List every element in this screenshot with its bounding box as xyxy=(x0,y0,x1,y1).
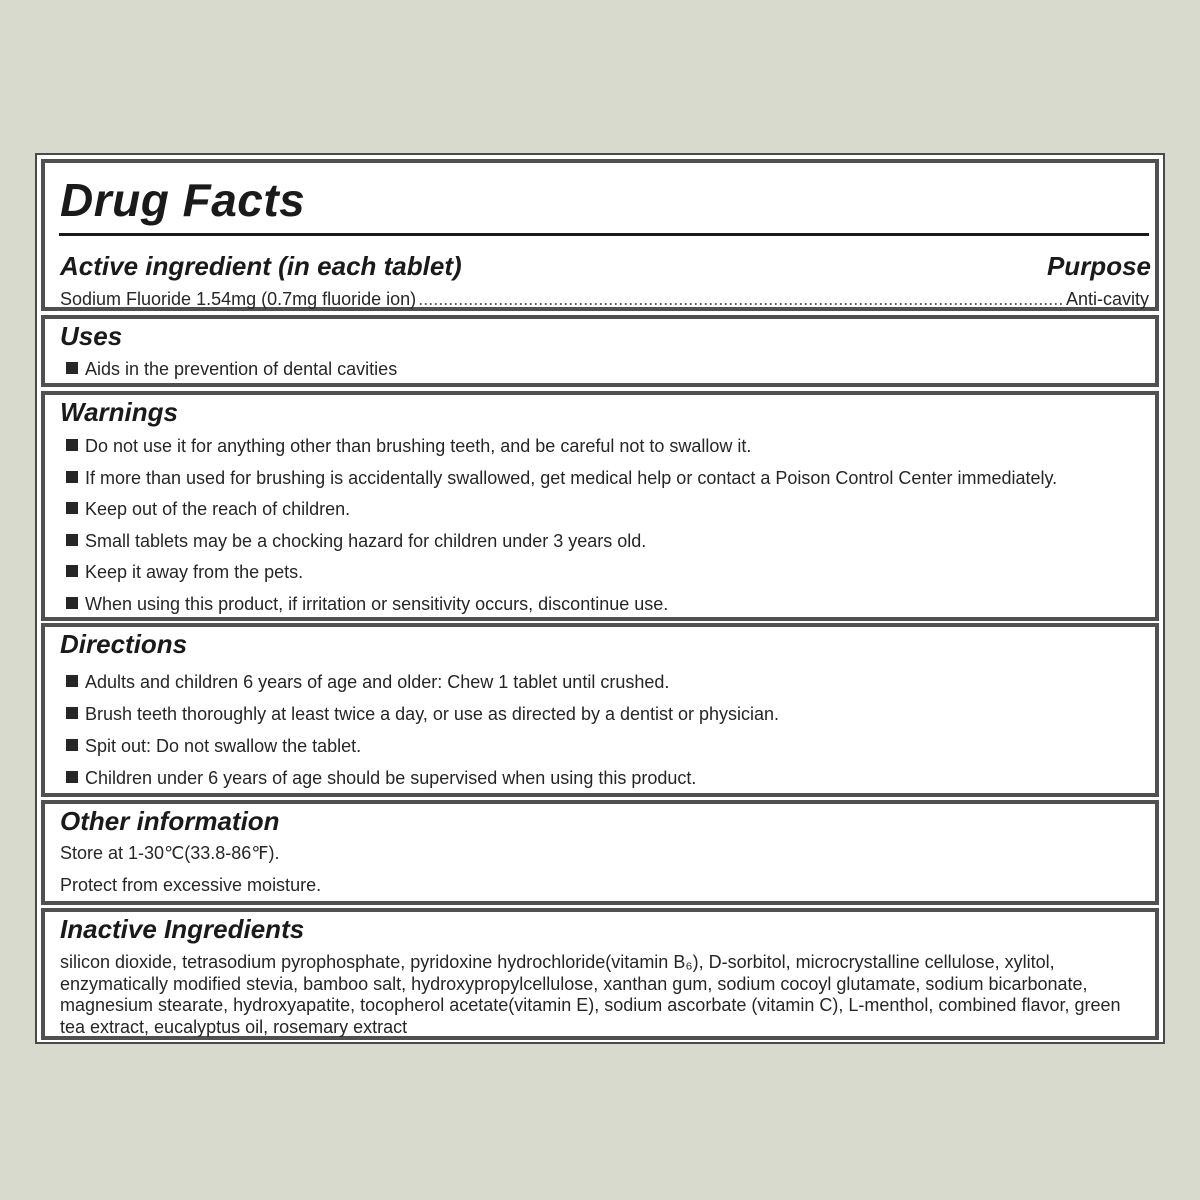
list-item: If more than used for brushing is accidentally swallowed, get medical help or contact a Poison Control Center immediately. xyxy=(60,468,1149,489)
bullet-square-icon xyxy=(66,597,78,609)
uses-section xyxy=(41,315,1159,387)
inactive-ingredients-section xyxy=(41,908,1159,1040)
list-item: Spit out: Do not swallow the tablet. xyxy=(60,736,1149,757)
bullet-square-icon xyxy=(66,707,78,719)
list-item: Small tablets may be a chocking hazard for children under 3 years old. xyxy=(60,531,1149,552)
list-item: Keep it away from the pets. xyxy=(60,562,1149,583)
active-ingredient-row xyxy=(60,289,1149,310)
directions-heading: Directions xyxy=(60,629,188,659)
moisture-text: Protect from excessive moisture. xyxy=(60,875,322,895)
list-item: Keep out of the reach of children. xyxy=(60,499,1149,520)
other-information-section xyxy=(41,800,1159,905)
warnings-heading: Warnings xyxy=(60,397,178,427)
list-item: Adults and children 6 years of age and older: Chew 1 tablet until crushed. xyxy=(60,672,1149,693)
active-ingredient-section xyxy=(41,159,1159,311)
leader-dots xyxy=(418,289,1064,310)
active-ingredient-name: Sodium Fluoride 1.54mg (0.7mg fluoride ion) xyxy=(60,289,417,309)
drug-facts-label xyxy=(35,153,1165,1044)
bullet-square-icon xyxy=(66,534,78,546)
active-ingredient-purpose: Anti-cavity xyxy=(1065,289,1149,309)
inactive-ingredients-text: silicon dioxide, tetrasodium pyrophosphate, pyridoxine hydrochloride(vitamin B₆), D-sorbitol, microcrystalline cellulose, xylitol, enzymatically modified stevia, bamboo salt, hydroxypropylcellulose, xanthan gum, sodium cocoyl glutamate, sodium bicarbonate, magnesium stearate, hydroxyapatite, tocopherol acetate(vitamin E), sodium ascorbate (vitamin C), L-menthol, combined flavor, green tea extract, eucalyptus oil, rosemary extract xyxy=(60,952,1121,1037)
bullet-square-icon xyxy=(66,739,78,751)
list-item: When using this product, if irritation or sensitivity occurs, discontinue use. xyxy=(60,594,1149,615)
list-item: Children under 6 years of age should be supervised when using this product. xyxy=(60,768,1149,789)
drug-facts-title: Drug Facts xyxy=(60,174,306,226)
list-item: Do not use it for anything other than brushing teeth, and be careful not to swallow it. xyxy=(60,436,1149,457)
warnings-section xyxy=(41,391,1159,621)
list-item: Brush teeth thoroughly at least twice a day, or use as directed by a dentist or physician. xyxy=(60,704,1149,725)
uses-heading: Uses xyxy=(60,321,123,351)
inactive-ingredients-heading: Inactive Ingredients xyxy=(60,914,305,944)
bullet-square-icon xyxy=(66,471,78,483)
active-ingredient-heading: Active ingredient (in each tablet) xyxy=(60,251,462,281)
bullet-square-icon xyxy=(66,362,78,374)
bullet-square-icon xyxy=(66,771,78,783)
storage-text: Store at 1-30℃(33.8-86℉). xyxy=(60,843,280,863)
title-divider xyxy=(59,233,1149,236)
bullet-square-icon xyxy=(66,502,78,514)
bullet-square-icon xyxy=(66,675,78,687)
bullet-square-icon xyxy=(66,439,78,451)
bullet-square-icon xyxy=(66,565,78,577)
other-information-heading: Other information xyxy=(60,806,280,836)
list-item: Aids in the prevention of dental cavities xyxy=(60,359,1149,380)
directions-section xyxy=(41,623,1159,797)
purpose-heading: Purpose xyxy=(1046,251,1151,281)
